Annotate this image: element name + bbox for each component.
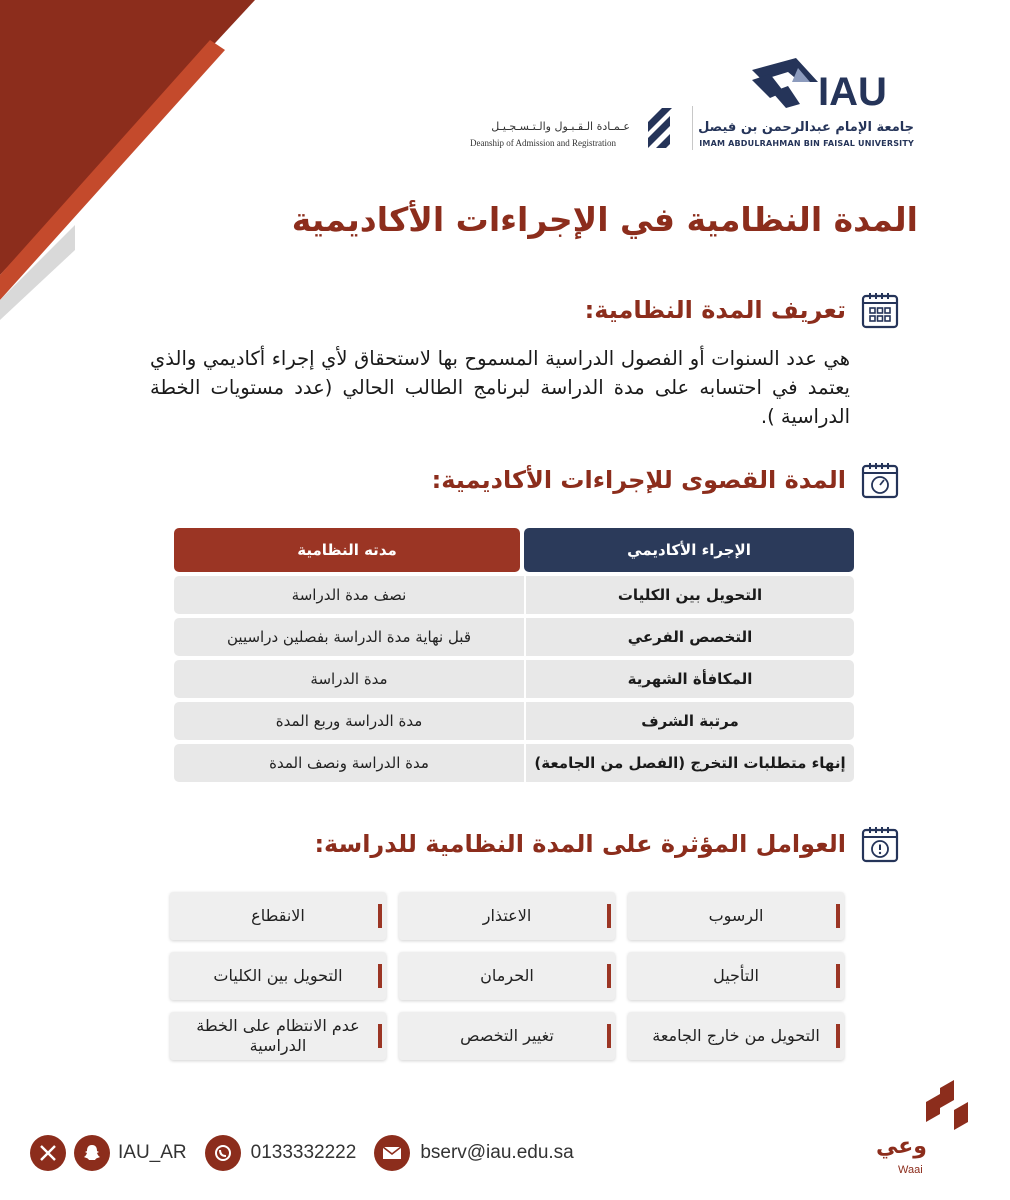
- corner-decoration: [0, 0, 260, 320]
- duration-cell: نصف مدة الدراسة: [291, 586, 407, 604]
- procedure-cell: التخصص الفرعي: [524, 618, 854, 656]
- factor-card: التأجيل: [628, 952, 844, 1000]
- factor-card: الاعتذار: [399, 892, 615, 940]
- column-header-duration: مدته النظامية: [174, 528, 520, 572]
- factor-card: الانقطاع: [170, 892, 386, 940]
- header-divider: [692, 106, 693, 150]
- deanship-logo-icon: [648, 108, 672, 148]
- max-duration-heading: المدة القصوى للإجراءات الأكاديمية:: [431, 466, 846, 494]
- table-row: [174, 702, 854, 740]
- university-name-en: IMAM ABDULRAHMAN BIN FAISAL UNIVERSITY: [699, 139, 914, 148]
- page-title: المدة النظامية في الإجراءات الأكاديمية: [291, 200, 918, 239]
- table-row: [174, 576, 854, 614]
- factor-card: تغيير التخصص: [399, 1012, 615, 1060]
- table-row: [174, 618, 854, 656]
- factor-card: التحويل من خارج الجامعة: [628, 1012, 844, 1060]
- calendar-alert-icon: [860, 824, 900, 864]
- snapchat-icon[interactable]: [74, 1135, 110, 1171]
- university-name-ar: جامعة الإمام عبدالرحمن بن فيصل: [698, 120, 914, 135]
- column-header-procedure: الإجراء الأكاديمي: [524, 528, 854, 572]
- whatsapp-icon[interactable]: [205, 1135, 241, 1171]
- iau-logo-icon: [700, 52, 930, 152]
- definition-heading: تعريف المدة النظامية:: [584, 296, 846, 324]
- procedure-cell: مرتبة الشرف: [524, 702, 854, 740]
- deanship-name-en: Deanship of Admission and Registration: [470, 138, 616, 148]
- definition-text: هي عدد السنوات أو الفصول الدراسية المسموح بها لاستحقاق لأي إجراء أكاديمي والذي يعتمد في احتسابه على مدة الدراسة لبرنامج الطالب الحالي (عدد مستويات الخطة الدراسية ).: [150, 347, 850, 428]
- waai-brand-en: Waai: [898, 1164, 923, 1176]
- table-row: [174, 660, 854, 698]
- factors-section-header: [314, 824, 900, 864]
- contact-footer: [30, 1130, 574, 1176]
- phone-number[interactable]: 0133332222: [250, 1142, 357, 1163]
- factors-heading: العوامل المؤثرة على المدة النظامية للدراسة:: [314, 830, 846, 858]
- definition-section-header: [585, 290, 900, 330]
- calendar-grid-icon: [860, 290, 900, 330]
- calendar-gauge-icon: [860, 460, 900, 500]
- factor-card: الحرمان: [399, 952, 615, 1000]
- table-row: [174, 744, 854, 782]
- deanship-name-ar: عـمـادة الـقـبـول والـتـسـجـيـل: [491, 120, 630, 133]
- duration-cell: مدة الدراسة ونصف المدة: [269, 754, 429, 772]
- iau-wordmark: IAU: [818, 70, 887, 114]
- factor-card: الرسوب: [628, 892, 844, 940]
- duration-cell: مدة الدراسة: [310, 670, 388, 688]
- procedure-cell: إنهاء متطلبات التخرج (الفصل من الجامعة): [524, 744, 854, 782]
- email-address[interactable]: bserv@iau.edu.sa: [420, 1142, 574, 1163]
- max-duration-section-header: [432, 460, 900, 500]
- duration-cell: مدة الدراسة وربع المدة: [275, 712, 423, 730]
- procedure-cell: المكافأة الشهرية: [524, 660, 854, 698]
- factor-card: التحويل بين الكليات: [170, 952, 386, 1000]
- email-icon[interactable]: [374, 1135, 410, 1171]
- factor-card: عدم الانتظام على الخطة الدراسية: [170, 1012, 386, 1060]
- duration-table: [174, 528, 854, 786]
- x-twitter-icon[interactable]: [30, 1135, 66, 1171]
- duration-cell: قبل نهاية مدة الدراسة بفصلين دراسيين: [227, 628, 471, 646]
- table-header-row: [174, 528, 854, 572]
- social-handle[interactable]: IAU_AR: [118, 1142, 187, 1163]
- waai-brand-ar: وعي: [876, 1134, 927, 1159]
- procedure-cell: التحويل بين الكليات: [524, 576, 854, 614]
